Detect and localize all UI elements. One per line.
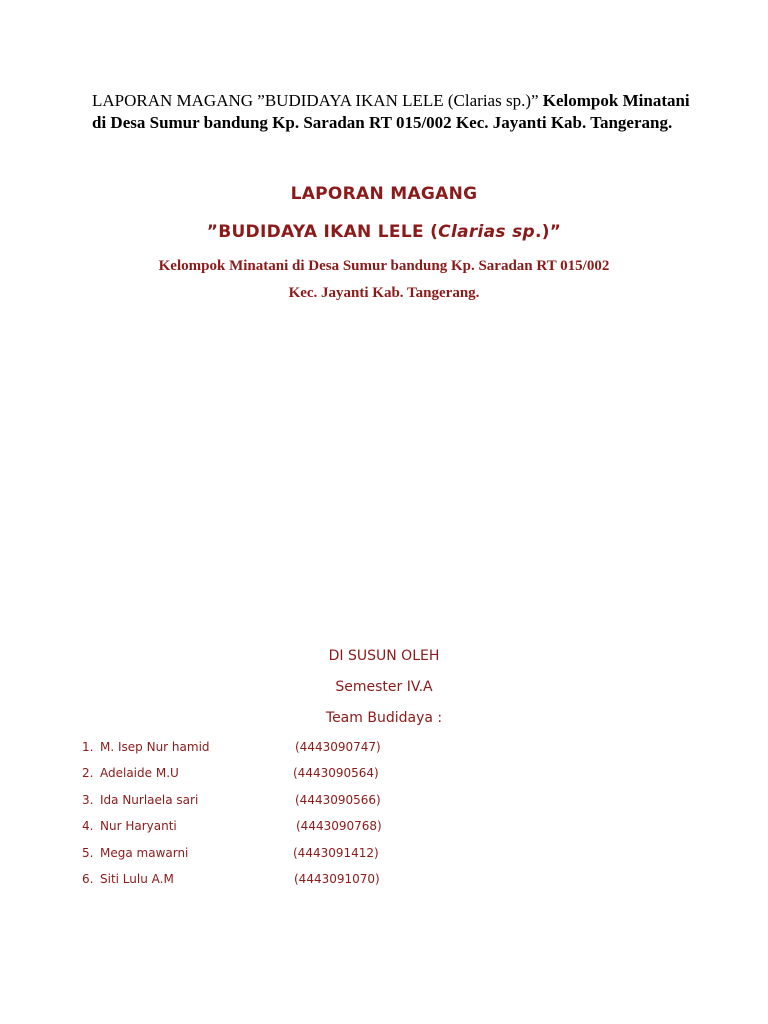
intro-title: LAPORAN MAGANG ”BUDIDAYA IKAN LELE (Clarias sp.)” xyxy=(92,91,539,110)
member-number: 6. xyxy=(82,871,94,886)
intro-location: Kelompok Minatani di Desa Sumur bandung Kp. Saradan RT 015/002 Kec. Jayanti Kab. Tangerang. xyxy=(92,91,690,132)
member-name: Ida Nurlaela sari xyxy=(100,792,199,807)
member-id: (4443090566) xyxy=(295,792,381,807)
member-number: 3. xyxy=(82,792,94,807)
intro-paragraph xyxy=(92,90,692,134)
location-line-1: Kelompok Minatani di Desa Sumur bandung Kp. Saradan RT 015/002 xyxy=(158,258,610,274)
report-title: LAPORAN MAGANG xyxy=(290,184,478,204)
subtitle-species: Clarias sp xyxy=(438,222,535,242)
member-number: 5. xyxy=(82,845,94,860)
member-name: Siti Lulu A.M xyxy=(100,871,174,886)
location-line-2: Kec. Jayanti Kab. Tangerang. xyxy=(288,285,480,301)
member-item xyxy=(82,740,482,766)
member-item xyxy=(82,793,482,819)
member-number: 2. xyxy=(82,766,94,781)
member-number: 1. xyxy=(82,740,94,754)
member-name: M. Isep Nur hamid xyxy=(100,740,210,754)
member-id: (4443090564) xyxy=(293,766,379,781)
member-list xyxy=(82,740,482,898)
member-name: Nur Haryanti xyxy=(100,819,177,834)
member-id: (4443091070) xyxy=(294,871,380,886)
member-item xyxy=(82,846,482,872)
compiled-by-label: DI SUSUN OLEH xyxy=(328,648,440,664)
report-subtitle xyxy=(0,222,768,242)
member-name: Mega mawarni xyxy=(100,845,189,860)
subtitle-open: ”BUDIDAYA IKAN LELE ( xyxy=(206,222,439,242)
member-item xyxy=(82,872,482,898)
member-item xyxy=(82,819,482,845)
team-label: Team Budidaya : xyxy=(325,710,443,726)
member-name: Adelaide M.U xyxy=(100,766,179,781)
semester-label: Semester IV.A xyxy=(335,679,433,695)
member-item xyxy=(82,766,482,792)
member-number: 4. xyxy=(82,819,94,834)
member-id: (4443090747) xyxy=(295,740,381,754)
member-id: (4443090768) xyxy=(296,819,382,834)
subtitle-close: .)” xyxy=(534,222,562,242)
member-id: (4443091412) xyxy=(293,845,379,860)
